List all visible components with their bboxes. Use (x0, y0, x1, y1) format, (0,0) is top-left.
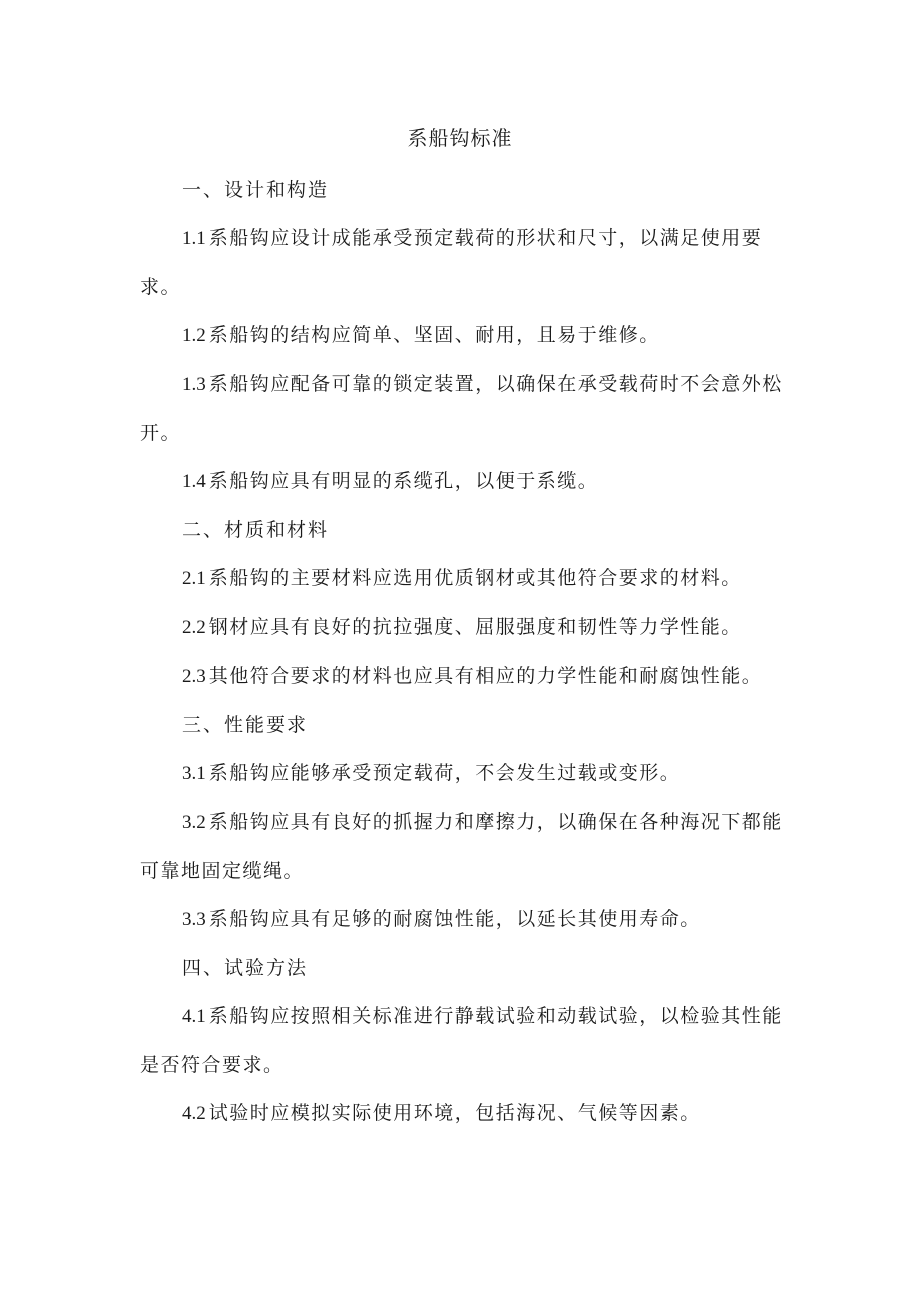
clause-number: 3.1 (182, 763, 206, 784)
clause-number: 4.2 (182, 1103, 206, 1124)
section-heading-materials (140, 506, 790, 554)
clause-4-1 (140, 992, 790, 1089)
clause-1-4 (140, 457, 790, 506)
clause-number: 2.2 (182, 617, 206, 638)
document-body (140, 166, 790, 1138)
clause-text: 系船钩应配备可靠的锁定装置，以确保在承受载荷时不会意外松开。 (140, 373, 783, 444)
clause-text: 系船钩应能够承受预定载荷，不会发生过载或变形。 (208, 762, 681, 784)
clause-3-1 (140, 749, 790, 798)
heading-text: 三、性能要求 (182, 714, 309, 736)
clause-2-3 (140, 652, 790, 701)
heading-text: 一、设计和构造 (182, 179, 330, 201)
clause-number: 2.3 (182, 666, 206, 687)
heading-text: 二、材质和材料 (182, 519, 330, 541)
clause-text: 系船钩的主要材料应选用优质钢材或其他符合要求的材料。 (208, 567, 742, 589)
clause-text: 试验时应模拟实际使用环境，包括海况、气候等因素。 (208, 1102, 701, 1124)
clause-text: 钢材应具有良好的抗拉强度、屈服强度和韧性等力学性能。 (208, 616, 742, 638)
clause-3-2 (140, 798, 790, 895)
clause-text: 系船钩应具有良好的抓握力和摩擦力，以确保在各种海况下都能可靠地固定缆绳。 (140, 811, 783, 882)
clause-number: 1.3 (182, 374, 206, 395)
clause-text: 系船钩应具有明显的系缆孔，以便于系缆。 (208, 470, 599, 492)
clause-number: 1.4 (182, 471, 206, 492)
clause-1-1 (140, 214, 790, 311)
clause-number: 3.3 (182, 909, 206, 930)
clause-number: 2.1 (182, 568, 206, 589)
section-heading-performance (140, 701, 790, 749)
clause-text: 其他符合要求的材料也应具有相应的力学性能和耐腐蚀性能。 (208, 665, 763, 687)
clause-text: 系船钩的结构应简单、坚固、耐用，且易于维修。 (208, 324, 660, 346)
clause-text: 系船钩应设计成能承受预定载荷的形状和尺寸，以满足使用要求。 (140, 227, 763, 298)
clause-text: 系船钩应具有足够的耐腐蚀性能，以延长其使用寿命。 (208, 908, 701, 930)
clause-text: 系船钩应按照相关标准进行静载试验和动载试验，以检验其性能是否符合要求。 (140, 1005, 783, 1076)
clause-2-2 (140, 603, 790, 652)
heading-text: 四、试验方法 (182, 957, 309, 979)
clause-number: 3.2 (182, 812, 206, 833)
clause-1-3 (140, 360, 790, 457)
section-heading-testing (140, 944, 790, 992)
document-title: 系船钩标准 (407, 126, 513, 150)
clause-number: 1.2 (182, 325, 206, 346)
clause-1-2 (140, 311, 790, 360)
clause-4-2 (140, 1089, 790, 1138)
clause-2-1 (140, 554, 790, 603)
clause-3-3 (140, 895, 790, 944)
section-heading-design (140, 166, 790, 214)
clause-number: 1.1 (182, 228, 206, 249)
clause-number: 4.1 (182, 1006, 206, 1027)
